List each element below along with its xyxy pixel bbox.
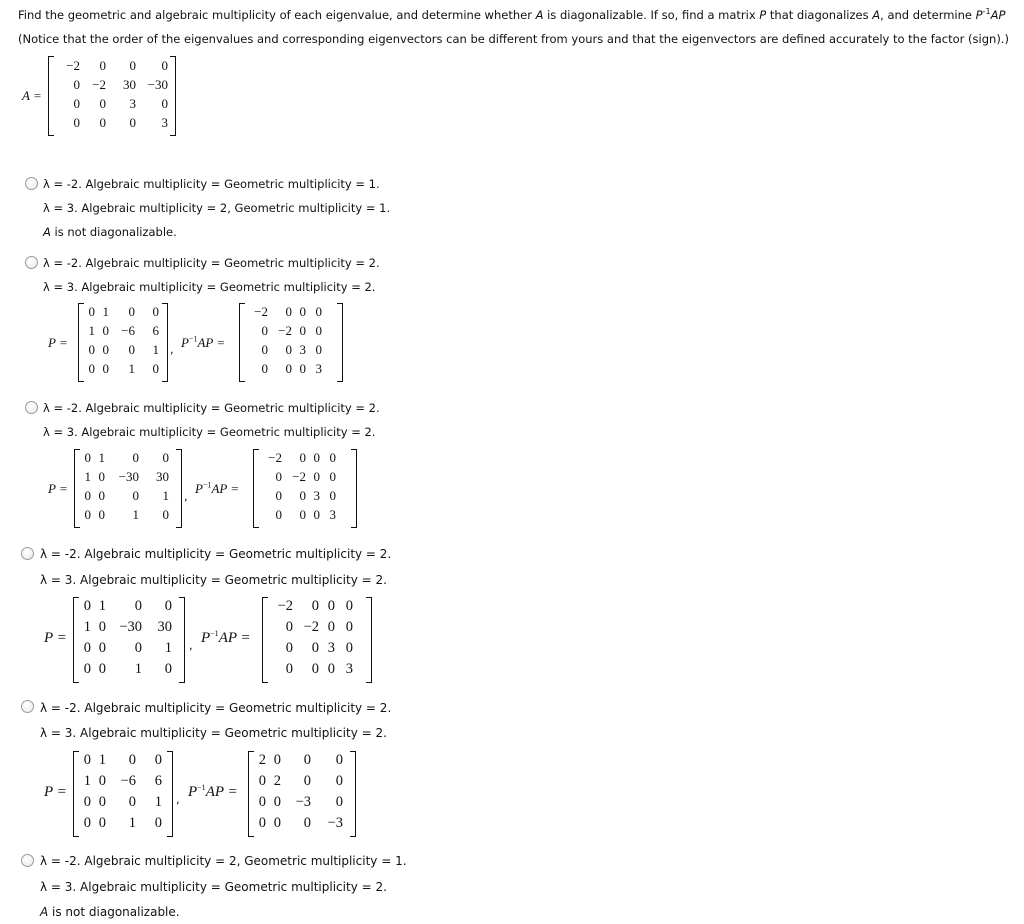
matrix-cell: −3 [327, 815, 343, 831]
matrix-cell: 0 [128, 342, 135, 357]
matrix-cell: 0 [299, 361, 306, 376]
matrix-cell: 1 [162, 488, 169, 503]
matrix-cell: 0 [73, 96, 80, 111]
matrix-cell: 6 [152, 323, 159, 338]
matrix-cell: 6 [154, 773, 162, 789]
matrix-cell: 0 [303, 752, 311, 768]
option-1-line3: A is not diagonalizable. [43, 225, 177, 239]
matrix-cell: 0 [273, 794, 281, 810]
matrix-cell: 0 [83, 752, 91, 768]
matrix-cell: 0 [152, 361, 159, 376]
option-3-matrix-p [74, 449, 182, 528]
matrix-cell: 0 [258, 794, 266, 810]
matrix-cell: 0 [162, 507, 169, 522]
matrix-cell: 2 [273, 773, 281, 789]
option-6-line2: λ = 3. Algebraic multiplicity = Geometric multiplicity = 2. [40, 880, 387, 894]
option-2-d-label: $P^{-1}AP$ = [181, 334, 226, 350]
matrix-cell: 1 [102, 304, 109, 319]
matrix-cell: 0 [98, 773, 106, 789]
matrix-cell: 0 [299, 450, 306, 465]
matrix-cell: 30 [157, 619, 172, 635]
matrix-cell: 0 [99, 96, 106, 111]
matrix-cell: 0 [88, 342, 95, 357]
matrix-cell: 0 [88, 304, 95, 319]
matrix-cell: −2 [66, 58, 80, 73]
matrix-cell: 0 [258, 773, 266, 789]
matrix-cell: 0 [128, 304, 135, 319]
matrix-cell: 0 [329, 469, 336, 484]
matrix-cell: 0 [311, 661, 319, 677]
matrix-cell: 0 [129, 58, 136, 73]
matrix-cell: 0 [102, 361, 109, 376]
matrix-cell: 0 [315, 323, 322, 338]
matrix-cell: 30 [156, 469, 169, 484]
matrix-cell: −2 [278, 323, 292, 338]
matrix-cell: 0 [99, 115, 106, 130]
matrix-cell: 0 [285, 342, 292, 357]
matrix-cell: 0 [83, 815, 91, 831]
option-4-line2: λ = 3. Algebraic multiplicity = Geometric multiplicity = 2. [40, 573, 387, 587]
matrix-cell: 0 [134, 640, 142, 656]
matrix-cell: 0 [313, 469, 320, 484]
matrix-cell: 0 [132, 450, 139, 465]
matrix-cell: 0 [84, 488, 91, 503]
matrix-cell: −2 [254, 304, 268, 319]
matrix-cell: 0 [98, 794, 106, 810]
matrix-cell: 0 [329, 488, 336, 503]
matrix-cell: 0 [275, 469, 282, 484]
matrix-cell: −2 [277, 598, 293, 614]
matrix-cell: 0 [313, 450, 320, 465]
option-2-line1: λ = -2. Algebraic multiplicity = Geometric multiplicity = 2. [43, 256, 380, 270]
matrix-cell: 3 [313, 488, 320, 503]
option-1-line2: λ = 3. Algebraic multiplicity = 2, Geometric multiplicity = 1. [43, 201, 391, 215]
option-4-matrix-d [262, 597, 372, 683]
matrix-cell: 0 [327, 619, 335, 635]
matrix-cell: 1 [152, 342, 159, 357]
matrix-cell: 1 [83, 619, 91, 635]
matrix-cell: 0 [83, 598, 91, 614]
matrix-cell: 0 [164, 661, 172, 677]
matrix-cell: 1 [84, 469, 91, 484]
matrix-cell: 0 [303, 815, 311, 831]
matrix-cell: 1 [128, 815, 136, 831]
matrix-cell: −2 [268, 450, 282, 465]
matrix-cell: 0 [258, 815, 266, 831]
matrix-cell: 0 [299, 507, 306, 522]
matrix-cell: 0 [83, 640, 91, 656]
matrix-cell: 1 [134, 661, 142, 677]
matrix-cell: 1 [83, 773, 91, 789]
option-4-p-label: P = [44, 630, 67, 646]
option-5-radio[interactable] [21, 700, 34, 713]
option-4-line1: λ = -2. Algebraic multiplicity = Geometric multiplicity = 2. [40, 547, 392, 561]
matrix-cell: −6 [121, 323, 135, 338]
matrix-cell: 0 [315, 304, 322, 319]
matrix-cell: 0 [299, 323, 306, 338]
matrix-cell: 0 [285, 361, 292, 376]
matrix-cell: 0 [84, 450, 91, 465]
matrix-cell: 0 [83, 661, 91, 677]
matrix-cell: 0 [129, 115, 136, 130]
matrix-cell: 0 [99, 58, 106, 73]
matrix-cell: 0 [98, 640, 106, 656]
matrix-cell: 0 [261, 323, 268, 338]
option-3-comma: , [184, 489, 188, 503]
option-5-line1: λ = -2. Algebraic multiplicity = Geometric multiplicity = 2. [40, 701, 392, 715]
matrix-cell: 0 [273, 752, 281, 768]
option-3-radio[interactable] [25, 401, 38, 414]
matrix-cell: 3 [327, 640, 335, 656]
matrix-cell: 0 [128, 794, 136, 810]
matrix-cell: −2 [303, 619, 319, 635]
matrix-cell: 0 [84, 507, 91, 522]
matrix-cell: 0 [164, 598, 172, 614]
matrix-cell: 0 [261, 342, 268, 357]
matrix-cell: 3 [299, 342, 306, 357]
matrix-cell: 0 [98, 488, 105, 503]
matrix-cell: 3 [129, 96, 136, 111]
matrix-cell: 0 [345, 598, 353, 614]
option-6-radio[interactable] [21, 854, 34, 867]
matrix-cell: 0 [335, 794, 343, 810]
matrix-cell: 3 [345, 661, 353, 677]
option-1-radio[interactable] [25, 177, 38, 190]
matrix-cell: −3 [295, 794, 311, 810]
matrix-cell: 1 [98, 450, 105, 465]
matrix-a [48, 56, 176, 136]
matrix-cell: 0 [345, 619, 353, 635]
question-note: (Notice that the order of the eigenvalues and corresponding eigenvectors can be different from yours and that the eigenvectors are defined accurately to the factor (sign).) [18, 32, 1009, 46]
matrix-cell: 0 [327, 598, 335, 614]
question-prompt: Find the geometric and algebraic multiplicity of each eigenvalue, and determine whether A is diagonalizable. If so, find a matrix P that diagonalizes A, and determine $P^{-1}AP$ [18, 7, 1006, 22]
matrix-cell: 0 [162, 450, 169, 465]
matrix-cell: 0 [273, 815, 281, 831]
option-5-comma: , [176, 792, 180, 806]
option-3-line1: λ = -2. Algebraic multiplicity = Geometric multiplicity = 2. [43, 401, 380, 415]
matrix-cell: 0 [285, 619, 293, 635]
option-1-line1: λ = -2. Algebraic multiplicity = Geometric multiplicity = 1. [43, 177, 380, 191]
option-3-matrix-d [253, 449, 357, 528]
matrix-cell: 0 [275, 507, 282, 522]
matrix-cell: 0 [102, 342, 109, 357]
matrix-cell: 0 [152, 304, 159, 319]
matrix-cell: 1 [164, 640, 172, 656]
matrix-cell: −30 [147, 77, 168, 92]
option-5-line2: λ = 3. Algebraic multiplicity = Geometric multiplicity = 2. [40, 726, 387, 740]
matrix-cell: 0 [311, 640, 319, 656]
matrix-cell: 0 [311, 598, 319, 614]
matrix-cell: 0 [335, 752, 343, 768]
option-5-matrix-p [73, 751, 173, 837]
matrix-cell: 0 [98, 815, 106, 831]
option-2-radio[interactable] [25, 256, 38, 269]
matrix-cell: 0 [313, 507, 320, 522]
matrix-cell: 0 [315, 342, 322, 357]
matrix-cell: 2 [258, 752, 266, 768]
matrix-a-label: A = [22, 88, 42, 103]
option-4-comma: , [189, 638, 193, 652]
matrix-cell: −2 [92, 77, 106, 92]
option-5-d-label: $P^{-1}AP$ = [188, 783, 238, 800]
option-3-line2: λ = 3. Algebraic multiplicity = Geometric multiplicity = 2. [43, 425, 376, 439]
option-5-p-label: P = [44, 784, 67, 800]
matrix-cell: 0 [134, 598, 142, 614]
matrix-cell: 0 [261, 361, 268, 376]
matrix-cell: 0 [329, 450, 336, 465]
option-6-line1: λ = -2. Algebraic multiplicity = 2, Geometric multiplicity = 1. [40, 854, 407, 868]
matrix-cell: 0 [275, 488, 282, 503]
option-2-comma: , [170, 342, 174, 356]
matrix-cell: 0 [161, 58, 168, 73]
matrix-cell: 0 [132, 488, 139, 503]
matrix-cell: 0 [102, 323, 109, 338]
option-2-p-label: P = [48, 335, 68, 350]
matrix-cell: 0 [128, 752, 136, 768]
matrix-cell: 30 [123, 77, 136, 92]
matrix-cell: 0 [98, 507, 105, 522]
option-3-d-label: $P^{-1}AP$ = [195, 480, 240, 496]
option-5-matrix-d [248, 751, 356, 837]
matrix-cell: 0 [98, 661, 106, 677]
matrix-cell: 0 [285, 304, 292, 319]
matrix-cell: 0 [73, 77, 80, 92]
matrix-cell: −30 [119, 619, 142, 635]
matrix-cell: −6 [120, 773, 136, 789]
matrix-cell: 0 [154, 752, 162, 768]
matrix-cell: 1 [128, 361, 135, 376]
option-4-radio[interactable] [21, 547, 34, 560]
matrix-cell: 0 [88, 361, 95, 376]
matrix-cell: 1 [88, 323, 95, 338]
matrix-cell: 0 [161, 96, 168, 111]
matrix-cell: −2 [292, 469, 306, 484]
matrix-cell: 3 [329, 507, 336, 522]
option-3-p-label: P = [48, 481, 68, 496]
matrix-cell: 0 [98, 619, 106, 635]
matrix-cell: 3 [315, 361, 322, 376]
matrix-cell: 1 [98, 752, 106, 768]
option-2-line2: λ = 3. Algebraic multiplicity = Geometric multiplicity = 2. [43, 280, 376, 294]
matrix-cell: 0 [285, 661, 293, 677]
matrix-cell: 0 [335, 773, 343, 789]
option-2-matrix-p [78, 303, 168, 382]
matrix-cell: 0 [299, 304, 306, 319]
option-4-matrix-p [73, 597, 185, 683]
matrix-cell: 0 [73, 115, 80, 130]
option-4-d-label: $P^{-1}AP$ = [201, 629, 251, 646]
matrix-cell: 1 [154, 794, 162, 810]
matrix-cell: 0 [345, 640, 353, 656]
matrix-cell: 0 [98, 469, 105, 484]
matrix-cell: 0 [83, 794, 91, 810]
option-6-line3: A is not diagonalizable. [40, 905, 180, 919]
matrix-cell: 1 [98, 598, 106, 614]
matrix-cell: 0 [285, 640, 293, 656]
matrix-cell: 3 [161, 115, 168, 130]
matrix-cell: −30 [118, 469, 139, 484]
option-2-matrix-d [239, 303, 343, 382]
matrix-cell: 0 [303, 773, 311, 789]
matrix-cell: 0 [327, 661, 335, 677]
matrix-cell: 0 [154, 815, 162, 831]
matrix-cell: 0 [299, 488, 306, 503]
matrix-cell: 1 [132, 507, 139, 522]
